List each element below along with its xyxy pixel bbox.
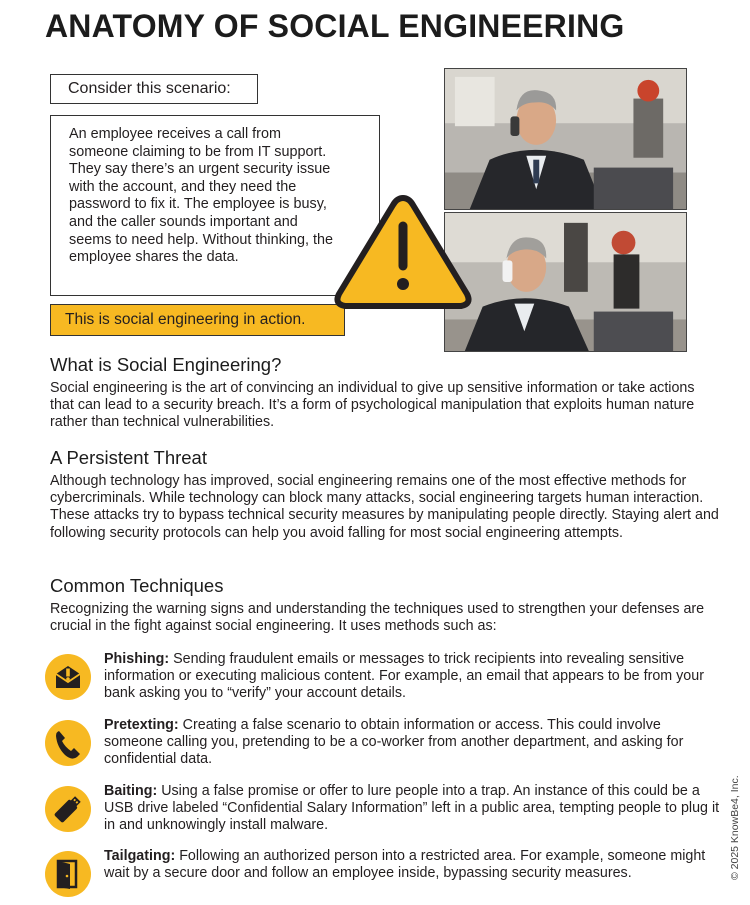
technique-description: Creating a false scenario to obtain information or access. This could involve someone calling you, pretending to be a co-worker from another department, and asking for confidential data. xyxy=(104,717,684,768)
technique-description: Following an authorized person into a restricted area. For example, someone might wait by a secure door and follow an employee inside, bypassing security measures. xyxy=(104,848,706,882)
photo-man-on-phone-bottom xyxy=(444,212,687,352)
section-common-techniques xyxy=(50,575,720,635)
section-body: Social engineering is the art of convincing an individual to give up sensitive information or take actions that can lead to a security breach. It’s a form of psychological manipulation that exploits human nature rather than technical vulnerabilities. xyxy=(50,380,695,431)
section-what-is xyxy=(50,354,720,432)
technique-name: Phishing: xyxy=(104,651,170,667)
photo-man-on-phone-top xyxy=(444,68,687,210)
warning-icon xyxy=(332,192,474,312)
section-persistent-threat xyxy=(50,447,720,542)
section-body: Although technology has improved, social engineering remains one of the most effective methods for cybercriminals. While technology can block many attacks, social engineering targets human interaction. These attacks try to bypass technical security measures by manipulating people directly. Staying alert and following security protocols can help you avoid falling for most social engineering attempts. xyxy=(50,473,719,541)
door-exit-icon xyxy=(44,850,92,898)
phone-icon xyxy=(44,719,92,767)
technique-name: Baiting: xyxy=(104,783,158,799)
scenario-heading: Consider this scenario: xyxy=(50,74,258,104)
email-alert-icon xyxy=(44,653,92,701)
technique-name: Pretexting: xyxy=(104,717,179,733)
section-heading: Common Techniques xyxy=(50,575,224,596)
usb-drive-icon xyxy=(44,785,92,833)
scenario-callout: This is social engineering in action. xyxy=(50,304,345,336)
technique-description: Using a false promise or offer to lure people into a trap. An instance of this could be a USB drive labeled “Confidential Salary Information” left in a public area, tempting people to plug it in and unknowingly install malware. xyxy=(104,783,720,834)
page-title: ANATOMY OF SOCIAL ENGINEERING xyxy=(45,8,625,44)
scenario-body: An employee receives a call from someone claiming to be from IT support. They say there’s an urgent security issue with the account, and they need the password to fix it. The employee is busy, and the caller sounds important and seems to need help. Without thinking, the employee shares the data. xyxy=(50,115,380,296)
technique-name: Tailgating: xyxy=(104,848,176,864)
section-heading: A Persistent Threat xyxy=(50,447,207,468)
section-body: Recognizing the warning signs and understanding the techniques used to strengthen your defenses are crucial in the fight against social engineering. It uses methods such as: xyxy=(50,601,705,635)
copyright-notice: © 2025 KnowBe4, Inc. xyxy=(729,775,741,880)
technique-description: Sending fraudulent emails or messages to trick recipients into revealing sensitive information or executing malicious content. For example, an email that appears to be from your bank asking you to “verify” your account details. xyxy=(104,651,704,702)
section-heading: What is Social Engineering? xyxy=(50,354,282,375)
